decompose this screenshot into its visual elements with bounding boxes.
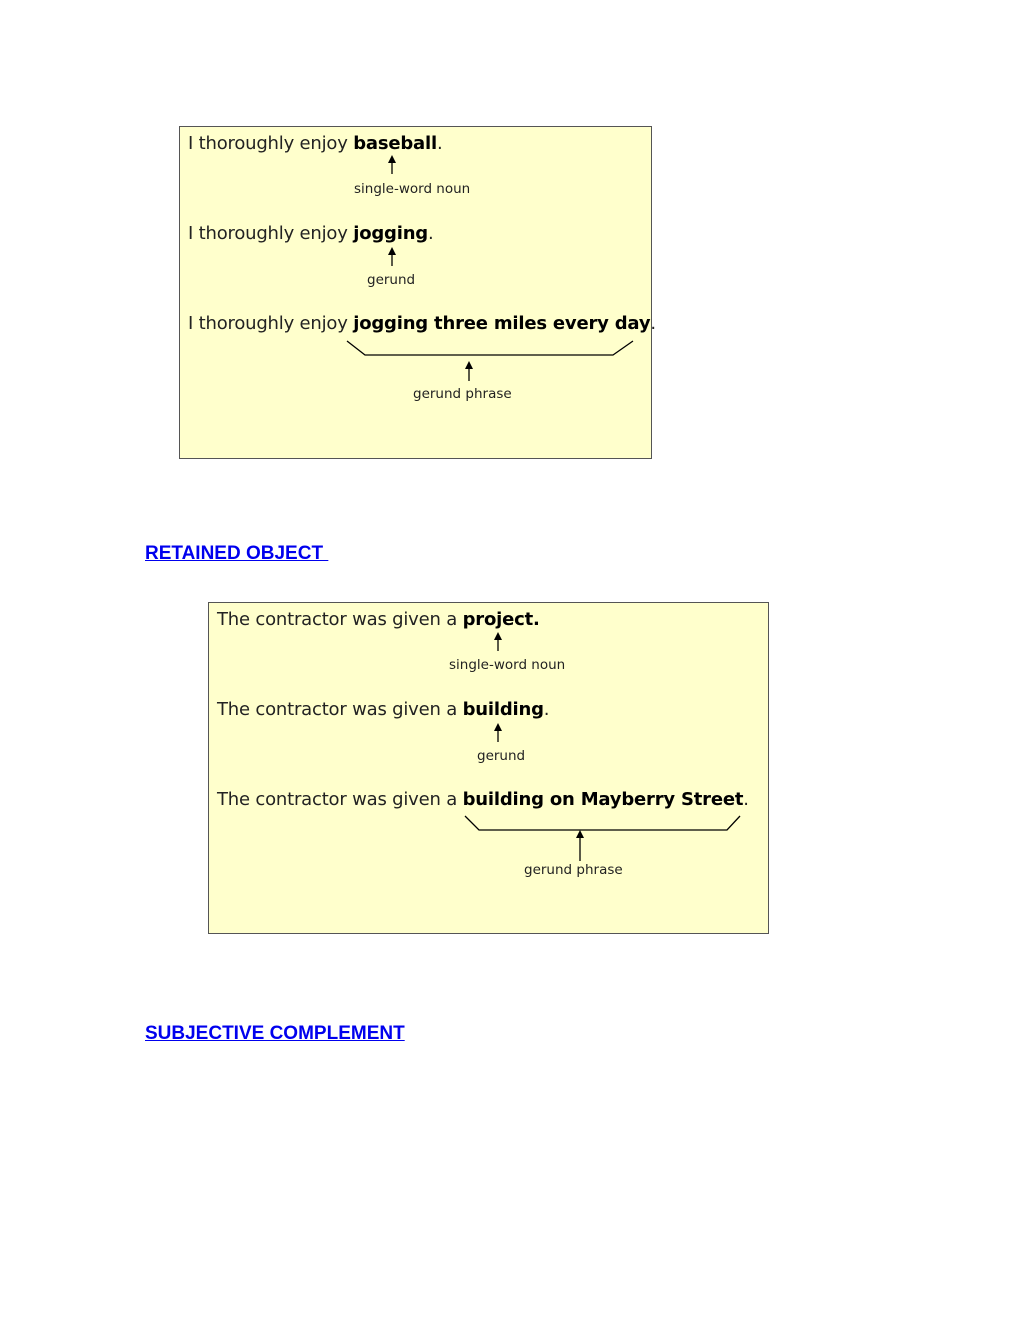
sentence-tail: .	[650, 313, 656, 334]
label-gerund-phrase: gerund phrase	[524, 862, 623, 878]
sentence-target: building	[462, 699, 544, 720]
sentence-target: project.	[462, 609, 540, 630]
example-sentence-gerund-phrase	[188, 313, 656, 334]
up-arrow-icon	[494, 723, 502, 742]
example-sentence-gerund	[217, 699, 549, 720]
sentence-lead: The contractor was given a	[217, 789, 463, 810]
sentence-lead: I thoroughly enjoy	[188, 223, 354, 244]
sentence-target: building on Mayberry Street	[462, 789, 744, 810]
gerund-retained-object-diagram	[208, 602, 769, 934]
sentence-tail: .	[743, 789, 749, 810]
label-single-word-noun: single-word noun	[354, 181, 471, 197]
sentence-lead: I thoroughly enjoy	[188, 133, 354, 154]
example-sentence-gerund	[188, 223, 434, 244]
up-arrow-icon	[388, 155, 396, 174]
phrase-bracket	[347, 341, 633, 355]
sentence-tail: .	[436, 133, 443, 154]
sentence-target: jogging three miles every day	[353, 313, 651, 334]
sentence-tail: .	[428, 223, 434, 244]
up-arrow-icon	[465, 361, 473, 381]
sentence-lead: I thoroughly enjoy	[188, 313, 354, 334]
sentence-tail: .	[543, 699, 550, 720]
sentence-lead: The contractor was given a	[217, 699, 463, 720]
sentence-target: jogging	[353, 223, 428, 244]
up-arrow-icon	[494, 632, 502, 651]
gerund-direct-object-diagram	[179, 126, 656, 459]
example-sentence-gerund-phrase	[217, 789, 749, 810]
arrows-and-brackets	[209, 603, 770, 935]
label-gerund: gerund	[477, 748, 526, 764]
up-arrow-icon	[388, 247, 396, 266]
up-arrow-icon	[576, 830, 584, 861]
sentence-target: baseball	[353, 133, 437, 154]
label-single-word-noun: single-word noun	[449, 657, 566, 673]
retained-object-link[interactable]: RETAINED OBJECT	[145, 543, 329, 564]
label-gerund: gerund	[367, 272, 416, 288]
label-gerund-phrase: gerund phrase	[413, 386, 512, 402]
subjective-complement-link[interactable]: SUBJECTIVE COMPLEMENT	[145, 1023, 405, 1044]
phrase-bracket	[465, 816, 740, 830]
arrows-and-brackets	[180, 127, 653, 460]
sentence-lead: The contractor was given a	[217, 609, 463, 630]
